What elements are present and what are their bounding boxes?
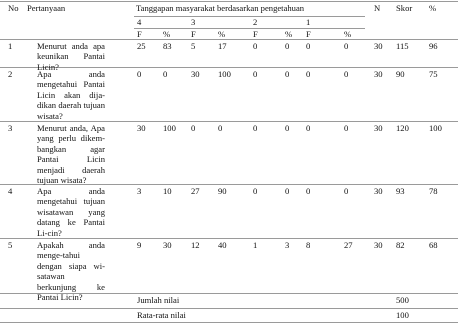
cell-pct4: 83 <box>163 41 172 51</box>
cell-f3: 27 <box>191 186 200 196</box>
total-score-label: Jumlah nilai <box>137 295 180 305</box>
row-question: Apa anda mengetahui tujuan wisatawan yang datang ke Pantai Li-cin? <box>37 186 105 238</box>
cell-pct2: 0 <box>285 69 290 79</box>
cell-n: 30 <box>374 123 383 133</box>
cell-pct1: 0 <box>344 186 349 196</box>
cell-f1: 0 <box>306 69 311 79</box>
cell-f2: 1 <box>253 240 258 250</box>
cell-score: 90 <box>396 69 405 79</box>
cell-pct4: 0 <box>163 69 168 79</box>
cell-pct1: 0 <box>344 123 349 133</box>
cell-f4: 0 <box>137 69 142 79</box>
cell-pct4: 10 <box>163 186 172 196</box>
cell-n: 30 <box>374 41 383 51</box>
row-number: 4 <box>8 186 13 196</box>
cell-pct3: 0 <box>218 123 223 133</box>
cell-score: 82 <box>396 240 405 250</box>
cell-f1: 0 <box>306 123 311 133</box>
subheader-f: F <box>137 29 142 39</box>
header-weight-3: 3 <box>191 17 196 27</box>
subheader-pct: % <box>218 29 226 39</box>
row-question: Menurut anda, Apa yang perlu dikem-bangkan agar Pantai Licin menjadi daerah tujuan wisata? <box>37 123 105 186</box>
cell-f3: 12 <box>191 240 200 250</box>
subheader-pct: % <box>163 29 171 39</box>
cell-f1: 0 <box>306 186 311 196</box>
cell-pct2: 0 <box>285 186 290 196</box>
row-number: 3 <box>8 123 13 133</box>
cell-pct3: 100 <box>218 69 231 79</box>
header-score: Skor <box>396 3 413 13</box>
cell-pct1: 27 <box>344 240 353 250</box>
cell-pct3: 40 <box>218 240 227 250</box>
cell-score: 93 <box>396 186 405 196</box>
cell-f1: 0 <box>306 41 311 51</box>
subheader-pct: % <box>344 29 352 39</box>
average-score-label: Rata-rata nilai <box>137 310 186 320</box>
cell-pct1: 0 <box>344 69 349 79</box>
row-number: 1 <box>8 41 13 51</box>
cell-pct2: 3 <box>285 240 290 250</box>
header-response-group: Tanggapan masyarakat berdasarkan pengetahuan <box>136 3 305 13</box>
cell-f3: 0 <box>191 123 196 133</box>
subheader-f: F <box>306 29 311 39</box>
cell-f2: 0 <box>253 123 258 133</box>
cell-pct2: 0 <box>285 41 290 51</box>
average-score-value: 100 <box>396 310 409 320</box>
row-number: 5 <box>8 240 13 250</box>
header-n: N <box>374 3 381 13</box>
cell-f2: 0 <box>253 69 258 79</box>
header-weight-4: 4 <box>137 17 142 27</box>
cell-f2: 0 <box>253 41 258 51</box>
cell-score: 120 <box>396 123 409 133</box>
cell-percent: 96 <box>429 41 438 51</box>
cell-f4: 3 <box>137 186 142 196</box>
cell-pct4: 100 <box>163 123 176 133</box>
cell-pct2: 0 <box>285 123 290 133</box>
cell-f3: 5 <box>191 41 196 51</box>
cell-f4: 25 <box>137 41 146 51</box>
cell-pct4: 30 <box>163 240 172 250</box>
total-score-value: 500 <box>396 295 409 305</box>
cell-percent: 75 <box>429 69 438 79</box>
row-question: Apakah anda menge-tahui dengan siapa wi-satawan berkunjung ke Pantai Licin? <box>37 240 105 303</box>
subheader-pct: % <box>285 29 293 39</box>
cell-n: 30 <box>374 240 383 250</box>
row-number: 2 <box>8 69 13 79</box>
cell-percent: 100 <box>429 123 442 133</box>
cell-f4: 30 <box>137 123 146 133</box>
cell-f1: 8 <box>306 240 311 250</box>
cell-percent: 68 <box>429 240 438 250</box>
header-weight-1: 1 <box>306 17 311 27</box>
subheader-f: F <box>253 29 258 39</box>
cell-n: 30 <box>374 186 383 196</box>
subheader-f: F <box>191 29 196 39</box>
row-question: Menurut anda apa keunikan Pantai Licin? <box>37 41 105 72</box>
cell-f2: 0 <box>253 186 258 196</box>
row-question: Apa anda mengetahui Pantai Licin akan dija-dikan daerah tujuan wisata? <box>37 69 105 121</box>
cell-pct3: 17 <box>218 41 227 51</box>
cell-n: 30 <box>374 69 383 79</box>
cell-score: 115 <box>396 41 409 51</box>
cell-percent: 78 <box>429 186 438 196</box>
cell-f3: 30 <box>191 69 200 79</box>
cell-f4: 9 <box>137 240 142 250</box>
cell-pct1: 0 <box>344 41 349 51</box>
header-percent: % <box>429 3 437 13</box>
header-no: No <box>8 3 19 13</box>
header-question: Pertanyaan <box>27 3 66 13</box>
cell-pct3: 90 <box>218 186 227 196</box>
header-weight-2: 2 <box>253 17 258 27</box>
